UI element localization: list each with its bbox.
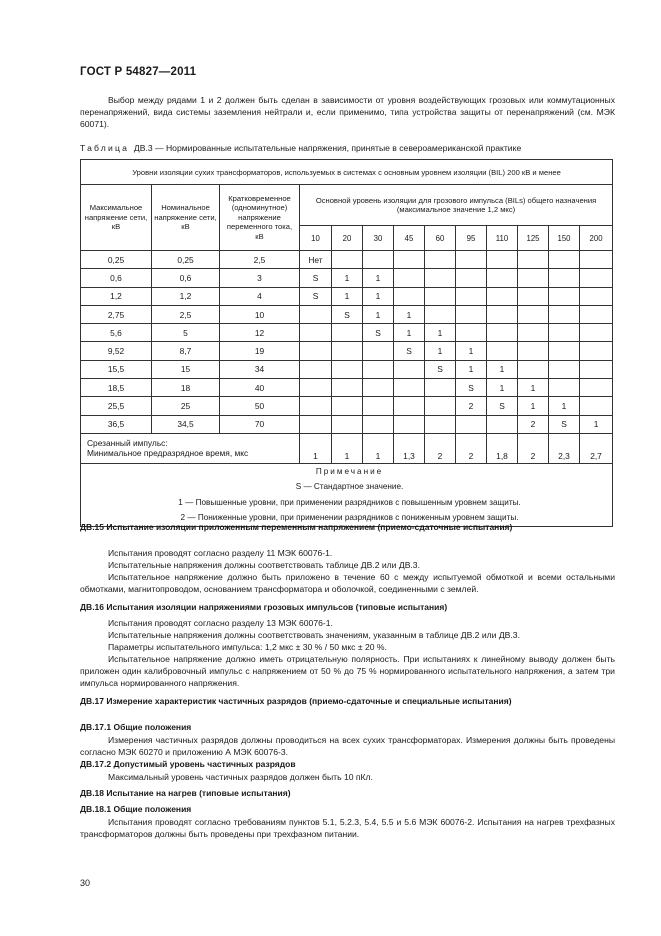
paragraph: Испытательное напряжение должно быть приложено в течение 60 с между испытуемой обмоткой и всеми остальными обмотками, магнитопроводом, основанием трансформатора и оболочкой, соединенными с землей. xyxy=(80,572,615,594)
table-cell-bil xyxy=(518,342,549,360)
section-dv15-title: ДВ.15 Испытание изоляции приложенным переменным напряжением (приемо-сдаточные испытания) xyxy=(80,522,513,532)
table-cell-bil: S xyxy=(363,324,394,342)
table-cell-bil xyxy=(487,269,518,287)
section-dv181-body xyxy=(80,816,615,840)
cut-impulse-value: 2,3 xyxy=(549,433,580,463)
table-cell-ac: 3 xyxy=(220,269,300,287)
table-cell-bil: 1 xyxy=(363,305,394,323)
table-cell-bil xyxy=(518,287,549,305)
table-cell-bil: 1 xyxy=(332,269,363,287)
table-cell-nom: 34,5 xyxy=(152,415,220,433)
paragraph: Испытания проводят согласно разделу 13 МЭК 60076-1. xyxy=(108,618,333,628)
table-cell-bil xyxy=(332,397,363,415)
table-cell-bil xyxy=(549,360,580,378)
table-cell-bil xyxy=(425,305,456,323)
table-cell-bil xyxy=(549,269,580,287)
cut-impulse-value: 2 xyxy=(456,433,487,463)
table-cell-bil xyxy=(332,415,363,433)
table-cell-bil: S xyxy=(549,415,580,433)
table-cell-bil xyxy=(332,324,363,342)
table-cell-bil xyxy=(300,415,332,433)
paragraph: Максимальный уровень частичных разрядов должен быть 10 пКл. xyxy=(108,772,373,782)
table-row xyxy=(81,397,613,415)
table-row xyxy=(81,415,613,433)
table-cell-bil xyxy=(580,305,613,323)
table-cell-bil xyxy=(300,324,332,342)
table-cell-bil xyxy=(332,360,363,378)
table-cell-bil xyxy=(456,287,487,305)
section-dv181-title: ДВ.18.1 Общие положения xyxy=(80,804,192,814)
cut-impulse-label-line: Минимальное предразрядное время, мкс xyxy=(87,448,249,459)
table-cell-bil: 1 xyxy=(549,397,580,415)
table-cell-bil xyxy=(518,305,549,323)
notes-row xyxy=(81,463,613,526)
table-cell-max: 1,2 xyxy=(81,287,152,305)
table-cell-nom: 15 xyxy=(152,360,220,378)
bil-level-header: 95 xyxy=(456,226,487,251)
table-cell-bil xyxy=(518,360,549,378)
table-row xyxy=(81,251,613,269)
table-row xyxy=(81,324,613,342)
table-caption-text: ДВ.3 — Нормированные испытательные напряжения, принятые в североамериканской практике xyxy=(133,143,522,153)
table-cell-bil xyxy=(363,360,394,378)
table-cell-bil xyxy=(580,379,613,397)
table-cell-bil xyxy=(518,324,549,342)
bil-level-header: 60 xyxy=(425,226,456,251)
table-cell-nom: 1,2 xyxy=(152,287,220,305)
paragraph: Испытательное напряжение должно иметь отрицательную полярность. При испытаниях к линейному выводу должен быть приложен один калибровочный импульс с напряжением от 50 % до 75 % нормированного испытательного напряжения, а затем три импульса нормированного напряжения. xyxy=(80,654,615,688)
table-cell-bil xyxy=(580,397,613,415)
paragraph: Испытания проводят согласно требованиям пунктов 5.1, 5.2.3, 5.4, 5.5 и 5.6 МЭК 60076-2. Испытания на нагрев трехфазных трансформаторов должны быть проведены при трехфазном питании. xyxy=(80,817,615,839)
section-dv15-body xyxy=(80,547,615,595)
table-cell-bil: 2 xyxy=(518,415,549,433)
table-cell-max: 0,25 xyxy=(81,251,152,269)
document-title: ГОСТ Р 54827—2011 xyxy=(80,66,197,78)
section-dv17-title: ДВ.17 Измерение характеристик частичных разрядов (приемо-сдаточные и специальные испытания) xyxy=(80,696,512,706)
table-cell-bil xyxy=(549,324,580,342)
table-cell-bil xyxy=(580,251,613,269)
table-cell-bil: 1 xyxy=(456,342,487,360)
table-cell-max: 5,6 xyxy=(81,324,152,342)
note-item: 2 — Пониженные уровни, при применении разрядников с пониженным уровнем защиты. xyxy=(180,513,519,523)
table-cell-bil xyxy=(487,324,518,342)
header-short-time-voltage: Кратковременное (одноминутное) напряжение переменного тока, кВ xyxy=(220,185,300,251)
table-cell-bil xyxy=(394,360,425,378)
paragraph: Испытательные напряжения должны соответствовать таблице ДВ.2 или ДВ.3. xyxy=(108,560,420,570)
section-dv171-body xyxy=(80,734,615,758)
bil-level-header: 30 xyxy=(363,226,394,251)
table-row xyxy=(81,269,613,287)
table-row xyxy=(81,360,613,378)
table-cell-bil xyxy=(425,397,456,415)
table-cell-nom: 0,25 xyxy=(152,251,220,269)
table-cell-bil: S xyxy=(300,287,332,305)
table-cell-bil xyxy=(300,379,332,397)
table-cell-bil xyxy=(332,342,363,360)
table-cell-bil xyxy=(394,251,425,269)
table-cell-bil xyxy=(549,342,580,360)
table-cell-bil: 2 xyxy=(456,397,487,415)
table-cell-max: 2,75 xyxy=(81,305,152,323)
table-cell-bil xyxy=(549,251,580,269)
table-cell-bil xyxy=(456,415,487,433)
table-cell-bil xyxy=(425,269,456,287)
table-cell-bil: S xyxy=(487,397,518,415)
table-cell-bil: 1 xyxy=(487,360,518,378)
table-cell-bil xyxy=(394,397,425,415)
table-cell-bil xyxy=(363,379,394,397)
header-bil-group: Основной уровень изоляции для грозового импульса (BILs) общего назначения (максимальное значение 1,2 мкс) xyxy=(300,185,613,226)
table-cell-bil xyxy=(456,251,487,269)
table-cell-bil xyxy=(518,251,549,269)
table-cell-bil: 1 xyxy=(363,287,394,305)
table-cell-bil xyxy=(363,397,394,415)
table-cell-bil xyxy=(487,287,518,305)
bil-level-header: 45 xyxy=(394,226,425,251)
table-cell-bil xyxy=(332,379,363,397)
table-cell-bil xyxy=(487,251,518,269)
table-cell-bil xyxy=(456,269,487,287)
table-cell-bil xyxy=(363,251,394,269)
bil-level-header: 200 xyxy=(580,226,613,251)
table-row xyxy=(81,379,613,397)
table-cell-bil xyxy=(487,342,518,360)
table-cell-bil xyxy=(394,415,425,433)
paragraph: Испытательные напряжения должны соответствовать значениям, указанным в таблице ДВ.2 или ДВ.3. xyxy=(108,630,520,640)
table-cell-bil: S xyxy=(456,379,487,397)
table-cell-max: 9,52 xyxy=(81,342,152,360)
cut-impulse-value: 1 xyxy=(332,433,363,463)
table-cell-ac: 19 xyxy=(220,342,300,360)
section-dv16-title: ДВ.16 Испытания изоляции напряжениями грозовых импульсов (типовые испытания) xyxy=(80,602,448,612)
table-cell-max: 18,5 xyxy=(81,379,152,397)
bil-level-header: 20 xyxy=(332,226,363,251)
test-voltage-table xyxy=(80,159,613,527)
cut-impulse-value: 2,7 xyxy=(580,433,613,463)
table-row xyxy=(81,305,613,323)
table-cell-bil: S xyxy=(394,342,425,360)
table-cell-nom: 0,6 xyxy=(152,269,220,287)
table-cell-max: 0,6 xyxy=(81,269,152,287)
table-cell-bil xyxy=(332,251,363,269)
table-cell-bil xyxy=(580,269,613,287)
table-cell-bil xyxy=(425,415,456,433)
cut-impulse-value: 1 xyxy=(300,433,332,463)
table-cell-nom: 25 xyxy=(152,397,220,415)
table-cell-bil: S xyxy=(300,269,332,287)
table-cell-bil xyxy=(300,397,332,415)
table-caption-word: Таблица xyxy=(80,143,130,153)
cut-impulse-value: 2 xyxy=(518,433,549,463)
table-cell-bil xyxy=(456,305,487,323)
table-notes xyxy=(81,463,613,526)
section-dv172-body xyxy=(80,771,615,783)
page-number: 30 xyxy=(80,878,91,888)
table-cell-bil xyxy=(518,269,549,287)
table-cell-bil xyxy=(580,324,613,342)
table-cell-bil xyxy=(300,360,332,378)
table-cell-bil: 1 xyxy=(425,324,456,342)
table-cell-bil: 1 xyxy=(425,342,456,360)
cut-impulse-value: 2 xyxy=(425,433,456,463)
table-cell-bil: 1 xyxy=(518,379,549,397)
table-cell-bil xyxy=(487,305,518,323)
cut-impulse-value: 1 xyxy=(363,433,394,463)
table-cell-ac: 40 xyxy=(220,379,300,397)
cut-impulse-value: 1,8 xyxy=(487,433,518,463)
header-nominal-voltage: Номинальное напряжение сети, кВ xyxy=(152,185,220,251)
paragraph: Измерения частичных разрядов должны проводиться на всех сухих трансформаторах. Измерения должны быть проведены согласно МЭК 60270 и приложению А МЭК 60076-3. xyxy=(80,735,615,757)
table-caption xyxy=(80,143,521,153)
table-cell-max: 15,5 xyxy=(81,360,152,378)
table-cell-max: 25,5 xyxy=(81,397,152,415)
table-cell-bil: S xyxy=(332,305,363,323)
paragraph: Испытания проводят согласно разделу 11 МЭК 60076-1. xyxy=(108,548,333,558)
table-cell-bil xyxy=(580,342,613,360)
table-cell-ac: 4 xyxy=(220,287,300,305)
table-cell-nom: 8,7 xyxy=(152,342,220,360)
table-cell-bil xyxy=(456,324,487,342)
table-cell-bil: S xyxy=(425,360,456,378)
table-cell-bil xyxy=(580,287,613,305)
intro-paragraph: Выбор между рядами 1 и 2 должен быть сделан в зависимости от уровня воздействующих грозовых или коммутационных перенапряжений, вида системы заземления нейтрали и, если применимо, типа устройства защиты от перенапряжений (см. МЭК 60071). xyxy=(80,95,615,130)
paragraph: Параметры испытательного импульса: 1,2 мкс ± 30 % / 50 мкс ± 20 %. xyxy=(108,642,387,652)
note-item: S — Стандартное значение. xyxy=(295,482,404,492)
table-cell-bil xyxy=(549,379,580,397)
table-top-header: Уровни изоляции сухих трансформаторов, используемых в системах с основным уровнем изоляции (BIL) 200 кВ и менее xyxy=(81,160,613,185)
section-dv171-title: ДВ.17.1 Общие положения xyxy=(80,722,192,732)
section-dv16-body xyxy=(80,617,615,689)
table-cell-bil xyxy=(394,287,425,305)
table-cell-bil xyxy=(363,415,394,433)
cut-impulse-label xyxy=(81,433,300,463)
table-cell-bil: 1 xyxy=(487,379,518,397)
section-dv172-title: ДВ.17.2 Допустимый уровень частичных разрядов xyxy=(80,759,296,769)
table-cell-bil xyxy=(394,379,425,397)
table-row xyxy=(81,287,613,305)
table-cell-ac: 2,5 xyxy=(220,251,300,269)
bil-level-header: 150 xyxy=(549,226,580,251)
table-cell-max: 36,5 xyxy=(81,415,152,433)
table-cell-bil xyxy=(425,287,456,305)
table-cell-bil: 1 xyxy=(456,360,487,378)
bil-level-header: 125 xyxy=(518,226,549,251)
header-max-voltage: Максимальное напряжение сети, кВ xyxy=(81,185,152,251)
table-cell-bil: 1 xyxy=(394,324,425,342)
table-cell-bil: Нет xyxy=(300,251,332,269)
cut-impulse-row xyxy=(81,433,613,463)
cut-impulse-value: 1,3 xyxy=(394,433,425,463)
table-cell-bil xyxy=(487,415,518,433)
table-cell-ac: 12 xyxy=(220,324,300,342)
table-cell-bil xyxy=(394,269,425,287)
table-cell-nom: 5 xyxy=(152,324,220,342)
cut-impulse-label-line: Срезанный импульс: xyxy=(87,437,168,448)
table-cell-bil xyxy=(425,251,456,269)
table-cell-nom: 2,5 xyxy=(152,305,220,323)
table-cell-bil xyxy=(363,342,394,360)
bil-level-header: 110 xyxy=(487,226,518,251)
table-cell-bil: 1 xyxy=(332,287,363,305)
table-cell-ac: 34 xyxy=(220,360,300,378)
section-dv18-title: ДВ.18 Испытание на нагрев (типовые испытания) xyxy=(80,788,291,798)
table-cell-bil xyxy=(300,342,332,360)
table-cell-ac: 10 xyxy=(220,305,300,323)
table-cell-bil xyxy=(300,305,332,323)
table-cell-ac: 70 xyxy=(220,415,300,433)
table-cell-ac: 50 xyxy=(220,397,300,415)
table-cell-bil: 1 xyxy=(518,397,549,415)
table-cell-bil xyxy=(549,305,580,323)
note-item: 1 — Повышенные уровни, при применении разрядников с повышенным уровнем защиты. xyxy=(178,497,521,507)
table-cell-nom: 18 xyxy=(152,379,220,397)
table-cell-bil: 1 xyxy=(394,305,425,323)
notes-title: Примечание xyxy=(315,466,384,476)
table-cell-bil xyxy=(549,287,580,305)
table-cell-bil xyxy=(580,360,613,378)
bil-level-header: 10 xyxy=(300,226,332,251)
table-cell-bil: 1 xyxy=(580,415,613,433)
table-row xyxy=(81,342,613,360)
table-cell-bil: 1 xyxy=(363,269,394,287)
table-cell-bil xyxy=(425,379,456,397)
